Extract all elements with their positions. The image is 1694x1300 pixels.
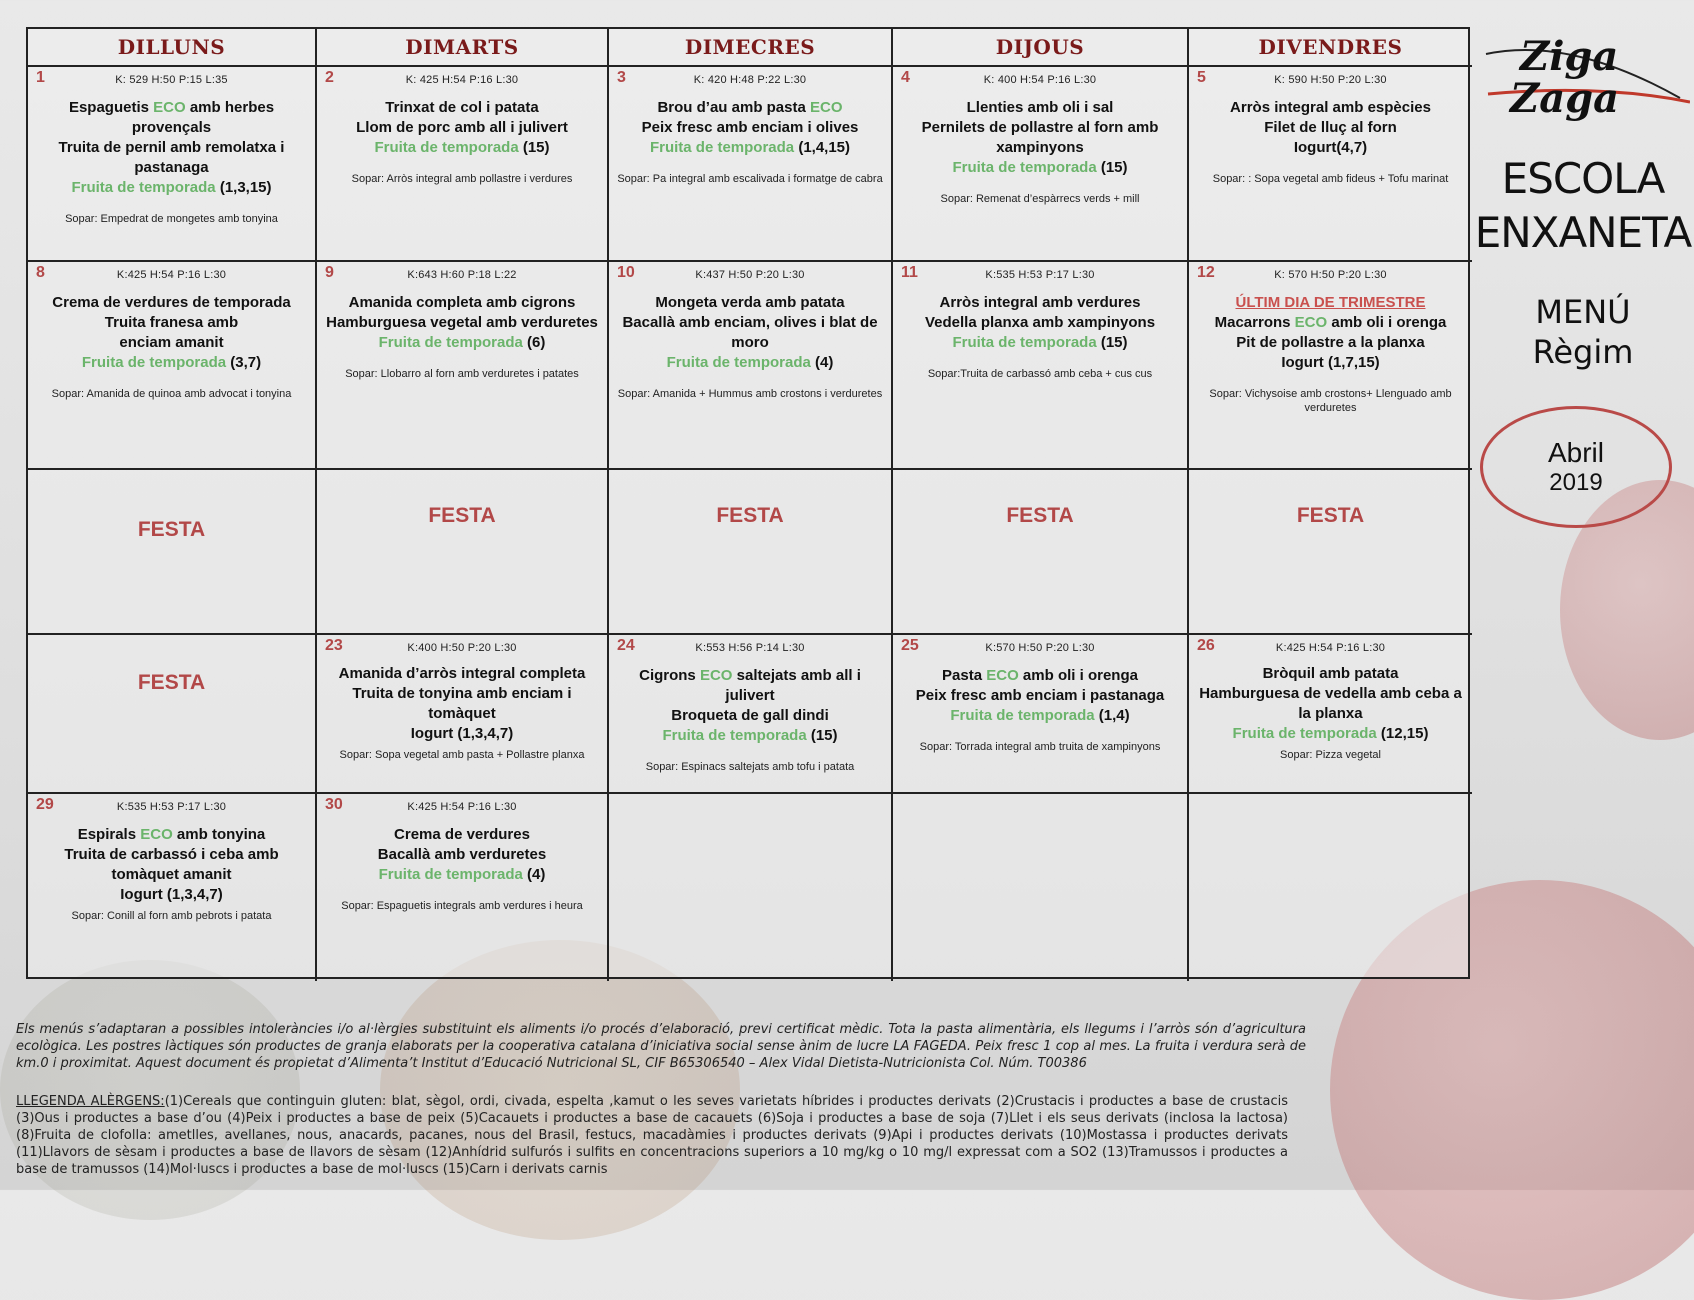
day-cell-3 [609, 67, 893, 262]
nutrition-info: K: 400 H:54 P:16 L:30 [983, 74, 1097, 86]
menu-calendar [26, 27, 1470, 979]
school-name: ESCOLA ENXANETA [1474, 154, 1692, 257]
empty-cell [609, 794, 893, 981]
holiday-label: FESTA [428, 504, 496, 527]
nutrition-info: K:400 H:50 P:20 L:30 [407, 642, 517, 654]
day-number: 1 [36, 69, 45, 86]
day-number: 30 [325, 796, 343, 813]
dishes: Espaguetis ECO amb herbes provençals Truita de pernil amb remolatxa i pastanaga Fruita de temporada (1,3,15) [58, 99, 285, 196]
day-cell-23 [317, 635, 609, 794]
nutrition-info: K: 529 H:50 P:15 L:35 [115, 74, 228, 86]
dishes: Pasta ECO amb oli i orenga Peix fresc amb enciam i pastanaga Fruita de temporada (1,4) [915, 667, 1165, 724]
dinner-suggestion: Sopar: Amanida + Hummus amb crostons i verduretes [617, 388, 883, 400]
allergen-legend [16, 1093, 1288, 1178]
day-header-dimecres: DIMECRES [609, 29, 893, 67]
holiday-label: FESTA [1006, 504, 1074, 527]
nutrition-info: K:425 H:54 P:16 L:30 [1275, 642, 1386, 654]
dinner-suggestion: Sopar: Pa integral amb escalivada i formatge de cabra [617, 173, 883, 185]
day-number: 2 [325, 69, 334, 86]
day-cell-1 [28, 67, 317, 262]
day-number: 9 [325, 264, 334, 281]
day-cell-2 [317, 67, 609, 262]
day-number: 26 [1197, 637, 1215, 654]
holiday-cell [1189, 470, 1472, 635]
dishes: ÚLTIM DIA DE TRIMESTRE Macarrons ECO amb oli i orenga Pit de pollastre a la planxa Iogurt (1,7,15) [1195, 293, 1466, 373]
day-header-divendres: DIVENDRES [1189, 29, 1472, 67]
dinner-suggestion: Sopar: : Sopa vegetal amb fideus + Tofu marinat [1212, 173, 1449, 185]
holiday-cell [28, 470, 317, 635]
nutrition-info: K:535 H:53 P:17 L:30 [985, 269, 1095, 281]
month-label: Abril [1547, 437, 1604, 468]
nutrition-info: K:535 H:53 P:17 L:30 [116, 801, 227, 813]
day-number: 5 [1197, 69, 1206, 86]
dinner-suggestion: Sopar: Espaguetis integrals amb verdures i heura [341, 900, 583, 912]
dishes: Arròs integral amb verdures Vedella planxa amb xampinyons Fruita de temporada (15) [924, 294, 1156, 351]
nutrition-info: K:643 H:60 P:18 L:22 [407, 269, 517, 281]
dishes: Amanida d’arròs integral completa Truita de tonyina amb enciam i tomàquet Iogurt (1,3,4,7) [338, 665, 586, 742]
vegetable-decoration [380, 940, 740, 1240]
day-number: 3 [617, 69, 626, 86]
sidebar [1472, 0, 1694, 600]
dinner-suggestion: Sopar: Torrada integral amb truita de xampinyons [919, 741, 1161, 753]
dinner-suggestion: Sopar: Amanida de quinoa amb advocat i tonyina [51, 388, 292, 400]
legend-text: (1)Cereals que continguin gluten: blat, sègol, ordi, civada, espelta ,kamut o les seves varietats híbrides i productes derivats (2)Crustacis i productes a base de crustacis (3)Ous i productes a base d’ou (4)Peix i productes a base de peix (5)Cacauets i productes a base de cacauets (6)Soja i productes a base de soja (7)Llet i els seus derivats (inclosa la lactosa) (8)Fruita de clofolla: ametlles, avellanes, nous, anacards, pacanes, nous del Brasil, festucs, macadàmies i productes derivats (9)Api i productes derivats (10)Mostassa i productes derivats (11)Llavors de sèsam i productes a base de llavors de sèsam (12)Anhídrid sulfurós i sulfits en concentracions superiors a 10 mg/kg o 10 mg/l expressat com a SO2 (13)Tramussos i productes a base de tramussos (14)Mol·luscs i productes a base de mol·luscs (15)Carn i derivats carnis [16, 1094, 1288, 1177]
dishes: Bròquil amb patata Hamburguesa de vedella amb ceba a la planxa Fruita de temporada (12,15) [1199, 665, 1462, 742]
nutrition-info: K:437 H:50 P:20 L:30 [695, 269, 805, 281]
day-number: 12 [1197, 264, 1215, 281]
dinner-suggestion: Sopar: Arròs integral amb pollastre i verdures [351, 173, 573, 185]
nutrition-info: K:425 H:54 P:16 L:30 [116, 269, 227, 281]
dinner-suggestion: Sopar: Conill al forn amb pebrots i patata [71, 910, 272, 922]
day-number: 25 [901, 637, 919, 654]
day-cell-25 [893, 635, 1189, 794]
nutrition-info: K:425 H:54 P:16 L:30 [407, 801, 517, 813]
nutrition-info: K:553 H:56 P:14 L:30 [695, 642, 805, 654]
menu-type: MENÚ Règim [1532, 293, 1634, 371]
holiday-label: FESTA [137, 518, 206, 541]
dinner-suggestion: Sopar: Espinacs saltejats amb tofu i patata [645, 761, 855, 773]
holiday-label: FESTA [137, 671, 206, 694]
holiday-cell [893, 470, 1189, 635]
dishes: Espirals ECO amb tonyina Truita de carbassó i ceba amb tomàquet amanit Iogurt (1,3,4,7) [64, 826, 279, 903]
zigazaga-logo [1480, 24, 1690, 124]
nutrition-info: K: 425 H:54 P:16 L:30 [405, 74, 519, 86]
day-cell-30 [317, 794, 609, 981]
dishes: Cigrons ECO saltejats amb all i julivert Broqueta de gall dindi Fruita de temporada (15) [639, 667, 861, 744]
day-cell-24 [609, 635, 893, 794]
logo-text-top: Ziga [1520, 33, 1619, 80]
nutrition-info: K: 570 H:50 P:20 L:30 [1274, 269, 1387, 281]
dishes: Llenties amb oli i sal Pernilets de pollastre al forn amb xampinyons Fruita de temporada (15) [921, 99, 1159, 176]
dishes: Brou d’au amb pasta ECO Peix fresc amb enciam i olives Fruita de temporada (1,4,15) [641, 99, 859, 156]
empty-cell [893, 794, 1189, 981]
month-badge [1480, 406, 1672, 528]
nutrition-info: K:570 H:50 P:20 L:30 [985, 642, 1095, 654]
nutrition-info: K: 590 H:50 P:20 L:30 [1274, 74, 1387, 86]
dinner-suggestion: Sopar: Empedrat de mongetes amb tonyina [65, 213, 278, 225]
nutrition-info: K: 420 H:48 P:22 L:30 [693, 74, 807, 86]
dishes: Crema de verdures Bacallà amb verduretes Fruita de temporada (4) [377, 826, 547, 883]
dinner-suggestion: Sopar: Remenat d’espàrrecs verds + mill [940, 193, 1140, 205]
day-cell-26 [1189, 635, 1472, 794]
logo-text-bottom: Zaga [1510, 75, 1620, 122]
dinner-suggestion: Sopar: Pizza vegetal [1280, 749, 1381, 761]
dinner-suggestion: Sopar: Llobarro al forn amb verduretes i patates [345, 368, 579, 380]
dishes: Trinxat de col i patata Llom de porc amb all i julivert Fruita de temporada (15) [356, 99, 568, 156]
menu-notes: Els menús s’adaptaran a possibles intoleràncies i/o al·lèrgies substituint els aliments i/o procés d’elaboració, previ certificat mèdic. Tota la pasta alimentària, els llegums i l’arròs són d’agricultura ecològica. Les postres làctiques són productes de granja elaborats per la cooperativa catalana d’iniciativa social sense ànim de lucre LA FAGEDA. Peix fresc 1 cop al mes. La fruita i verdura serà de km.0 i proximitat. Aquest document és propietat d’Alimenta’t Institut d’Educació Nutricional SL, CIF B65306540 – Alex Vidal Dietista-Nutricionista Col. Núm. T00386 [16, 1022, 1306, 1071]
day-number: 29 [36, 796, 54, 813]
dishes: Amanida completa amb cigrons Hamburguesa vegetal amb verduretes Fruita de temporada (6) [326, 294, 598, 351]
day-number: 10 [617, 264, 635, 281]
dishes: Crema de verdures de temporada Truita franesa amb enciam amanit Fruita de temporada (3,7) [52, 294, 291, 371]
day-number: 4 [901, 69, 910, 86]
day-number: 11 [901, 264, 918, 281]
day-header-dilluns: DILLUNS [28, 29, 317, 67]
day-cell-8 [28, 262, 317, 470]
holiday-cell [28, 635, 317, 794]
dinner-suggestion: Sopar: Sopa vegetal amb pasta + Pollastre planxa [339, 749, 585, 761]
day-cell-9 [317, 262, 609, 470]
day-number: 8 [36, 264, 45, 281]
dinner-suggestion: Sopar: Vichysoise amb crostons+ Llenguado amb verduretes [1209, 388, 1452, 414]
legend-title: LLEGENDA ALÈRGENS: [16, 1094, 165, 1109]
day-cell-10 [609, 262, 893, 470]
dishes: Mongeta verda amb patata Bacallà amb enciam, olives i blat de moro Fruita de temporada (4) [622, 294, 878, 371]
holiday-cell [609, 470, 893, 635]
day-number: 23 [325, 637, 343, 654]
day-cell-12 [1189, 262, 1472, 470]
holiday-label: FESTA [716, 504, 784, 527]
empty-cell [1189, 794, 1472, 981]
day-header-dijous: DIJOUS [893, 29, 1189, 67]
dishes: Arròs integral amb espècies Filet de lluç al forn Iogurt(4,7) [1230, 99, 1431, 156]
day-cell-11 [893, 262, 1189, 470]
vegetable-decoration [0, 960, 300, 1220]
day-number: 24 [617, 637, 635, 654]
day-header-dimarts: DIMARTS [317, 29, 609, 67]
day-cell-29 [28, 794, 317, 981]
day-cell-5 [1189, 67, 1472, 262]
dinner-suggestion: Sopar:Truita de carbassó amb ceba + cus cus [927, 368, 1153, 380]
day-cell-4 [893, 67, 1189, 262]
last-day-notice: ÚLTIM DIA DE TRIMESTRE [1235, 294, 1426, 311]
holiday-cell [317, 470, 609, 635]
holiday-label: FESTA [1296, 504, 1365, 527]
year-label: 2019 [1549, 469, 1603, 496]
